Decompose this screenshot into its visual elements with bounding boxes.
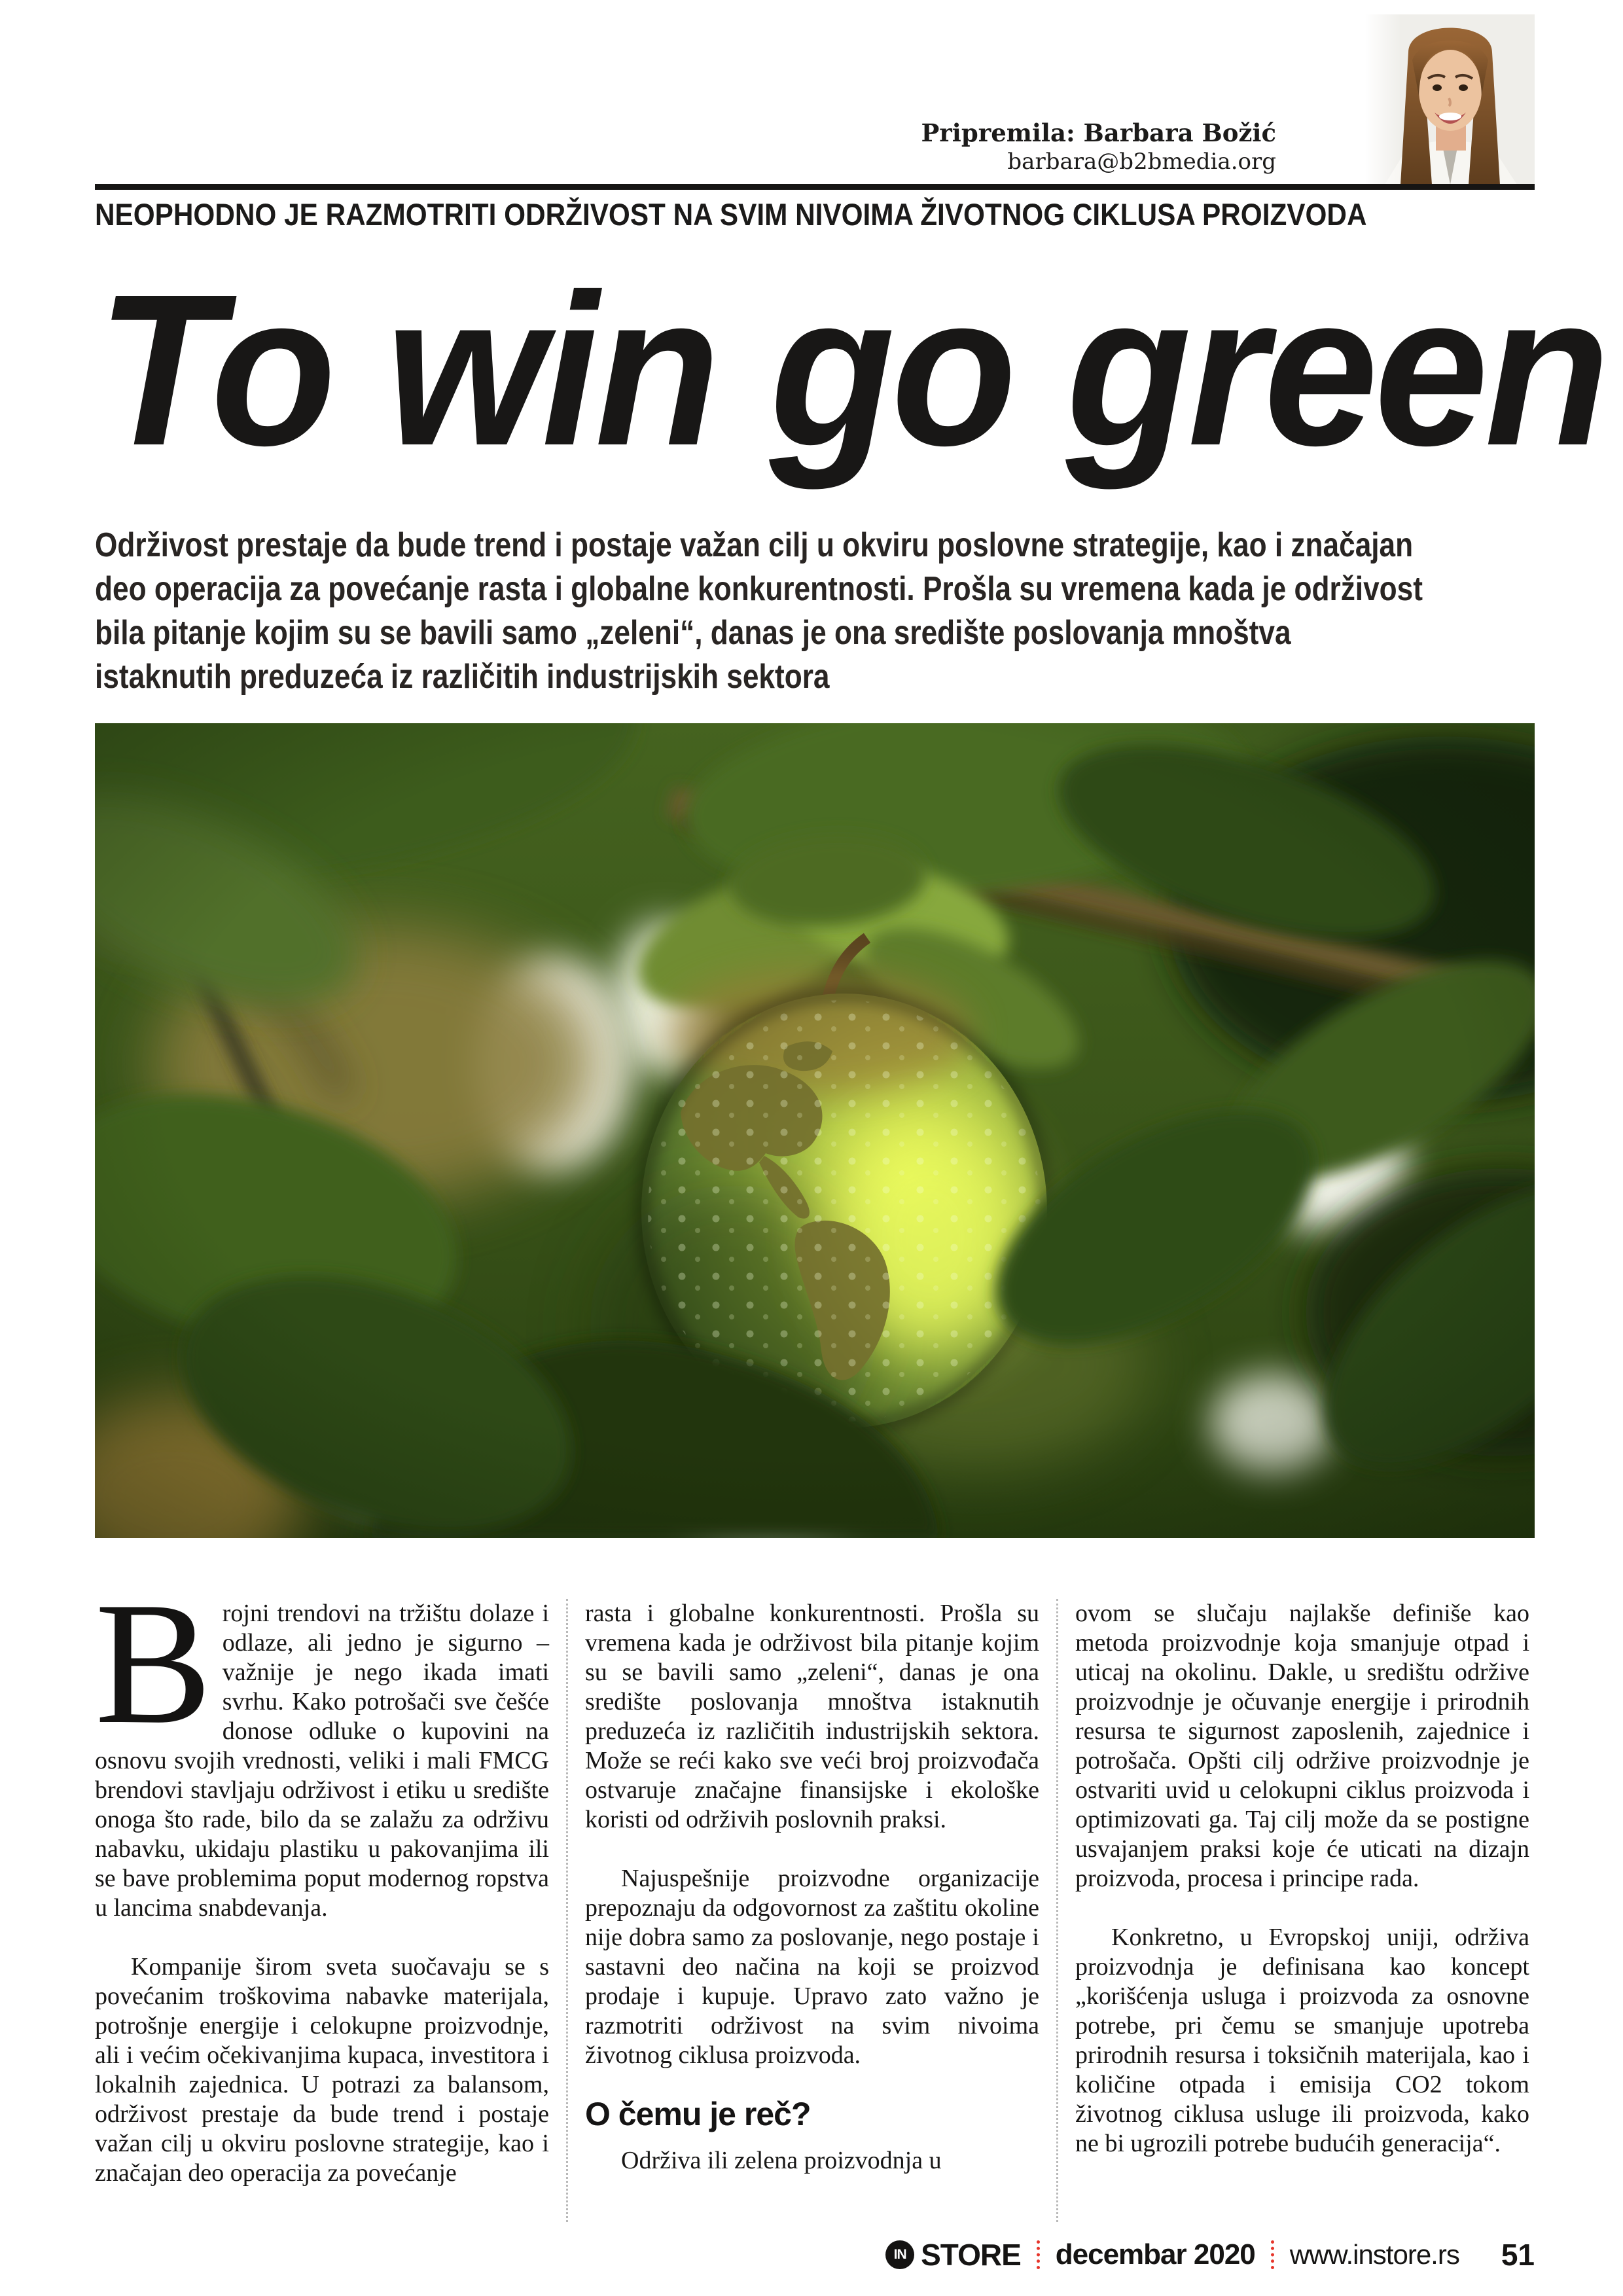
article-body [95, 1566, 1535, 2222]
intro-line: bila pitanje kojim su se bavili samo „zeleni“, danas je ona središte poslovanja mnoštva [95, 614, 1291, 652]
page-number: 51 [1501, 2238, 1535, 2272]
website-url: www.instore.rs [1289, 2239, 1459, 2270]
paragraph: rasta i globalne konkurentnosti. Prošla su vremena kada je održivost bila pitanje kojim su se bavili samo „zeleni“, danas je ona središte poslovanja mnoštva istaknutih preduzeća iz različitih industrijskih sektora. Može se reći kako sve veći broj proizvođača ostvaruje značajne finansijske i ekološke koristi od održivih poslovnih praksi. [585, 1600, 1039, 1833]
intro-line: Održivost prestaje da bude trend i postaje važan cilj u okviru poslovne strategije, kao i značajan [95, 526, 1414, 564]
column-divider [1056, 1599, 1058, 2222]
article-column-2 [585, 1599, 1039, 2222]
column-divider [566, 1599, 568, 2222]
dotted-separator-icon [1037, 2240, 1040, 2269]
article-column-1 [95, 1566, 549, 2222]
paragraph: Kompanije širom sveta suočavaju se s povećanim troškovima nabavke materijala, potrošnje energije i celokupne proizvodnje, ali i većim očekivanjima kupaca, investitora i lokalnih zajednica. U potrazi za balansom, održivost prestaje da bude trend i postaje važan cilj u okviru poslovne strategije, kao i značajan deo operacija za povećanje [95, 1953, 549, 2187]
issue-date: decembar 2020 [1055, 2238, 1255, 2270]
paragraph: ovom se slučaju najlakše definiše kao metoda proizvodnje koja smanjuje otpad i uticaj na okolinu. Dakle, u središtu održive proizvodnje je očuvanje energije i prirodnih resursa te sigurnost zaposlenih, zajednice i potrošača. Opšti cilj održive proizvodnje je ostvariti uvid u celokupni ciklus proizvoda i optimizovati ga. Taj cilj može da se postigne usvajanjem praksi koje će uticati na dizajn proizvoda, procesa i principe rada. [1075, 1600, 1529, 1892]
instore-logo-monogram: IN [893, 2247, 906, 2262]
intro-line: istaknutih preduzeća iz različitih industrijskih sektora [95, 658, 830, 696]
article-title: To win go green [97, 249, 1607, 490]
header-rule [95, 184, 1535, 190]
instore-logo-icon [885, 2240, 914, 2269]
paragraph: Najuspešnije proizvodne organizacije prepoznaju da odgovornost za zaštitu okoline nije dobra samo za poslovanje, nego postaje i sastavni deo načina na koji se proizvod prodaje i kupuje. Upravo zato važno je razmotriti održivost na svim nivoima životnog ciklusa proizvoda. [585, 1865, 1039, 2069]
intro-paragraph [95, 524, 1423, 699]
paragraph [95, 1566, 549, 1923]
page-footer [885, 2237, 1535, 2272]
article-column-3 [1075, 1599, 1529, 2222]
dotted-separator-icon [1271, 2240, 1274, 2269]
author-name: Pripremila: Barbara Božić [921, 118, 1276, 147]
magazine-name: STORE [921, 2238, 1021, 2272]
author-photo [1365, 14, 1535, 185]
drop-cap: B [95, 1566, 212, 1760]
hero-photo-earth-apple [95, 723, 1535, 1538]
author-email: barbara@b2bmedia.org [1007, 149, 1276, 175]
kicker-headline: NEOPHODNO JE RAZMOTRITI ODRŽIVOST NA SVIM NIVOIMA ŽIVOTNOG CIKLUSA PROIZVODA [95, 197, 1367, 232]
intro-line: deo operacija za povećanje rasta i globalne konkurentnosti. Prošla su vremena kada je održivost [95, 570, 1423, 608]
author-credit [921, 118, 1276, 175]
paragraph-text: rojni trendovi na tržištu dolaze i odlaze, ali jedno je sigurno – važnije je nego ikada imati svrhu. Kako potrošači sve češće donose odluke o kupovini na osnovu svojih vrednosti, veliki i mali FMCG brendovi stavljaju održivost i etiku u središte onoga što rade, bilo da se zalažu za održivu nabavku, ukidaju plastiku u pakovanjima ili se bave problemima poput modernog ropstva u lancima snabdevanja. [95, 1600, 549, 1922]
paragraph: Konkretno, u Evropskoj uniji, održiva proizvodnja je definisana kao koncept „korišćenja usluga i proizvoda za osnovne potrebe, pri čemu se smanjuje upotreba prirodnih resursa i toksičnih materijala, kao i količine otpada i emisija CO2 tokom životnog ciklusa usluge ili proizvoda, kako ne bi ugrozili potrebe budućih generacija“. [1075, 1924, 1529, 2157]
paragraph: Održiva ili zelena proizvodnja u [621, 2147, 942, 2174]
section-subhead: O čemu je reč? [585, 2096, 811, 2132]
